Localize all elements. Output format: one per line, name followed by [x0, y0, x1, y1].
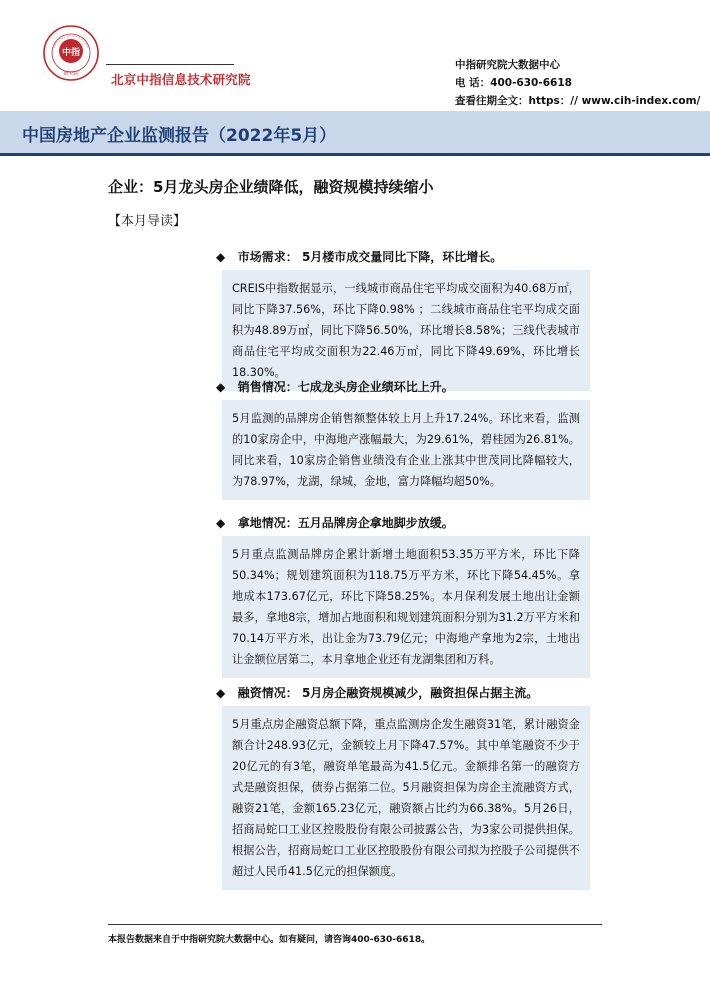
section-title: 销售情况：七成龙头房企业绩环比上升。 — [237, 380, 454, 394]
logo-text: 中指 — [61, 48, 81, 58]
section-heading — [216, 514, 454, 531]
org-rule — [106, 64, 234, 65]
section-body — [222, 270, 590, 391]
section-market-demand — [216, 248, 506, 265]
report-banner — [0, 111, 710, 156]
section-body — [222, 536, 590, 678]
section-body — [222, 400, 590, 500]
section-text: 5月重点房企融资总额下降，重点监测房企发生融资31笔，累计融资金额合计248.93亿元，金额较上月下降47.57%。其中单笔融资不少于20亿元的有3笔，融资单笔最高为41.5亿元。金额排名第一的融资方式是融资担保，债券占据第二位。5月融资担保为房企主流融资方式，融资21笔，金额165.23亿元，融资额占比约为66.38%。5月26日，招商局蛇口工业区控股股份有限公司披露公告，为3家公司提供担保。根据公告，招商局蛇口工业区控股股份有限公司拟为控股子公司提供不超过人民币41.5亿元的担保额度。 — [232, 718, 580, 878]
org-name: 北京中指信息技术研究院 — [111, 72, 251, 87]
section-text: 5月重点监测品牌房企累计新增土地面积53.35万平方米，环比下降50.34%；规划建筑面积为118.75万平方米，环比下降54.45%。拿地成本173.67亿元，环比下降58.25%。本月保利发展土地出让金额最多，拿地8宗，增加占地面积和规划建筑面积分别为31.2万平方米和70.14万平方米，出让金为73.79亿元；中海地产拿地为2宗，土地出让金额位居第二，本月拿地企业还有龙湖集团和万科。 — [232, 548, 580, 666]
section-heading — [216, 248, 502, 265]
report-title: 中国房地产企业监测报告（2022年5月） — [22, 126, 337, 146]
section-financing — [216, 684, 542, 701]
guide-label: 【本月导读】 — [108, 214, 187, 229]
china-index-academy-logo — [42, 24, 100, 82]
footer-rule — [108, 924, 602, 925]
section-title: 融资情况： 5月房企融资规模减少，融资担保占据主流。 — [237, 686, 539, 700]
contact-block — [455, 56, 700, 110]
logo-bottom-text: 研究院 — [63, 71, 79, 77]
diamond-bullet-icon: ◆ — [216, 516, 226, 530]
diamond-bullet-icon: ◆ — [216, 380, 226, 394]
footer-note: 本报告数据来自于中指研究院大数据中心。如有疑问，请咨询400-630-6618。 — [108, 935, 431, 945]
section-sales — [216, 378, 458, 395]
headline: 企业：5月龙头房企业绩降低，融资规模持续缩小 — [108, 178, 434, 196]
contact-website[interactable]: 查看往期全文：https：// www.cih-index.com/ — [455, 95, 701, 107]
section-text: CREIS中指数据显示，一线城市商品住宅平均成交面积为40.68万㎡，同比下降37.56%，环比下降0.98% ；二线城市商品住宅平均成交面积为48.89万㎡，同比下降56.50%，环比增长8.58%；三线代表城市商品住宅平均成交面积为22.46万㎡，同比下降49.69%，环比增长18.30%。 — [232, 282, 580, 379]
diamond-bullet-icon: ◆ — [216, 250, 226, 264]
contact-org: 中指研究院大数据中心 — [455, 59, 560, 71]
section-heading — [216, 684, 538, 701]
contact-phone: 电 话：400-630-6618 — [455, 77, 572, 89]
section-text: 5月监测的品牌房企销售额整体较上月上升17.24%。环比来看，监测的10家房企中，中海地产涨幅最大，为29.61%，碧桂园为26.81%。同比来看，10家房企销售业绩没有企业上涨其中世茂同比降幅较大，为78.97%，龙湖，绿城，金地，富力降幅均超50%。 — [232, 412, 580, 488]
section-land — [216, 514, 458, 531]
section-body — [222, 706, 590, 890]
section-title: 拿地情况：五月品牌房企拿地脚步放缓。 — [237, 516, 454, 530]
section-title: 市场需求： 5月楼市成交量同比下降，环比增长。 — [237, 250, 503, 264]
section-heading — [216, 378, 454, 395]
diamond-bullet-icon: ◆ — [216, 686, 226, 700]
